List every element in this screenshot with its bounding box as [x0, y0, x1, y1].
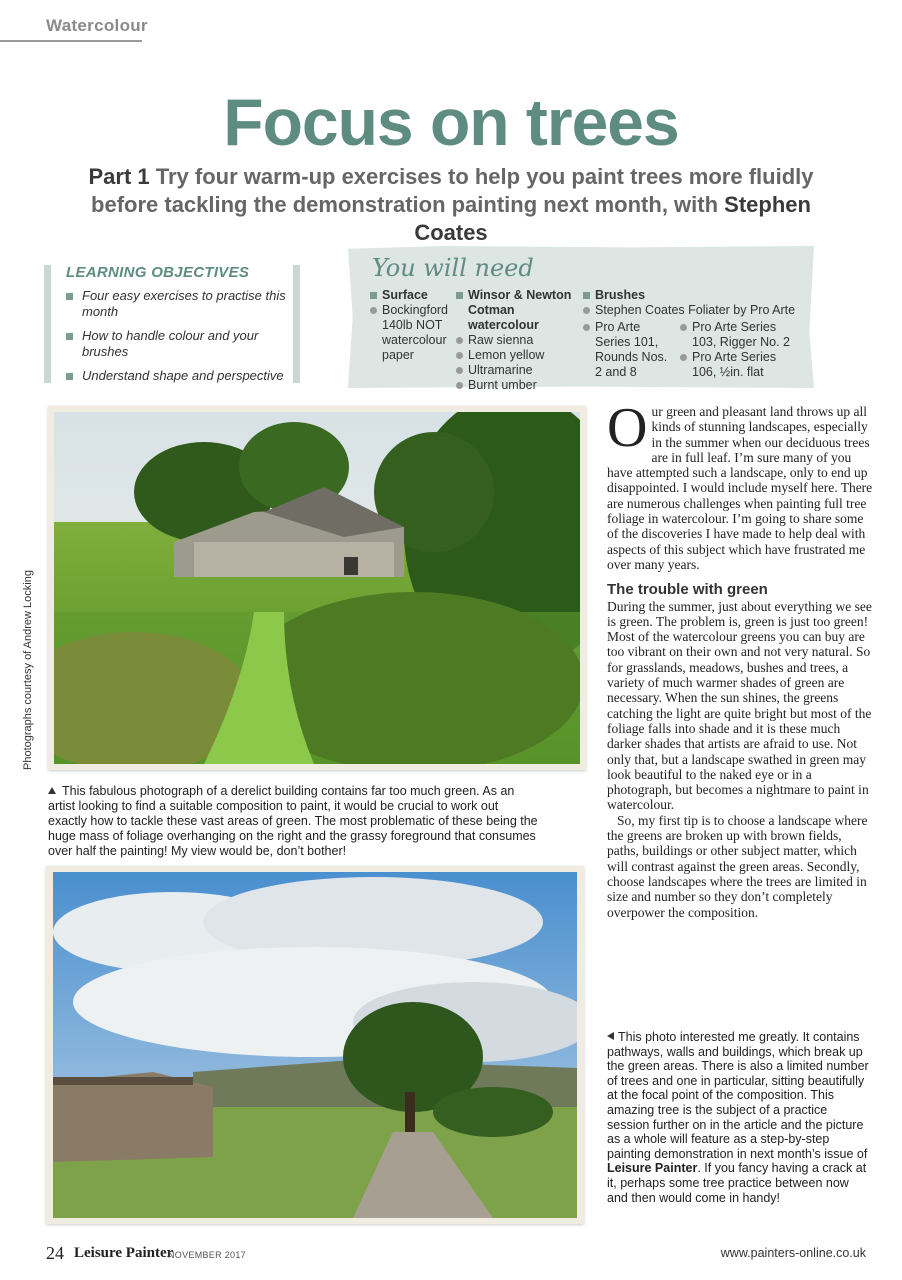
photo-derelict-building — [54, 412, 580, 764]
bullet-square-icon — [66, 293, 73, 300]
objective-item: Four easy exercises to practise this month — [66, 288, 288, 320]
need-paints-column — [456, 288, 576, 393]
article-intro: ur green and pleasant land throws up all kinds of stunning landscapes, especially in the summer when our deciduous trees are in full leaf. I’m sure many of you have attempted such a landscape, only to end up disappointed. I would include myself here. There are numerous challenges when painting full tree foliage in watercolour. I’m going to share some of the discoveries I have made to help deal with aspects of this subject which have frustrated me over many years. — [607, 404, 873, 572]
subtitle-text: Try four warm-up exercises to help you paint trees more fluidly before tackling the demonstration painting next month, with — [91, 164, 814, 217]
objectives-bar-left — [44, 265, 51, 383]
bullet-dot-icon — [370, 307, 377, 314]
need-item: Pro Arte Series 106, ½in. flat — [680, 350, 800, 380]
article-body — [607, 397, 875, 920]
bullet-square-icon — [456, 292, 463, 299]
objectives-title: LEARNING OBJECTIVES — [66, 264, 250, 281]
bullet-square-icon — [66, 373, 73, 380]
need-surface-column — [370, 288, 450, 363]
bullet-dot-icon — [583, 307, 590, 314]
photo2-caption: This photo interested me greatly. It contains pathways, walls and buildings, which break up the green areas. There is also a limited number of trees and one in particular, sitting beautifully at the focal point of the composition. This amazing tree is the subject of a practice session further on in the article and the picture as a whole will feature as a step-by-step painting demonstration in next month’s issue of Leisure Painter. If you fancy having a crack at it, perhaps some tree practice between now and then would come in handy! — [607, 1030, 869, 1205]
article-paragraph: During the summer, just about everything we see is green. The problem is, green is just too green! Most of the watercolour greens you can buy are too vibrant on their own and not very natural. So for grasslands, meadows, bushes and trees, a variety of much warmer shades of green are necessary. When the sun shines, the greens catching the light are quite bright but most of the foliage falls into shade and it is these much darker shades that artists are afraid to use. Not only that, but a landscape swathed in green may look beautiful to the naked eye or in a photograph, but becomes a nightmare to paint in watercolour. — [607, 598, 872, 813]
photo-credit: Photographs courtesy of Andrew Locking — [22, 570, 34, 770]
need-item: Pro Arte Series 101, Rounds Nos. 2 and 8 — [583, 320, 673, 380]
objectives-bar-right — [293, 265, 300, 383]
article-title: Focus on trees — [223, 85, 679, 159]
triangle-up-icon — [48, 787, 56, 794]
magazine-name-inline: Leisure Painter — [607, 1161, 698, 1176]
need-item: Ultramarine — [456, 363, 576, 378]
bullet-dot-icon — [680, 324, 687, 331]
photo-tree-path-frame — [46, 866, 584, 1224]
subheading-trouble-with-green: The trouble with green — [607, 581, 768, 599]
need-item: Lemon yellow — [456, 348, 576, 363]
need-brushes-sub-left — [583, 320, 673, 380]
author-name: Stephen Coates — [414, 192, 811, 245]
bullet-square-icon — [583, 292, 590, 299]
bullet-dot-icon — [456, 352, 463, 359]
bullet-dot-icon — [583, 324, 590, 331]
part-label: Part 1 — [88, 164, 150, 189]
magazine-logo: Leisure Painter — [74, 1245, 174, 1261]
website-link[interactable]: www.painters-online.co.uk — [720, 1246, 866, 1260]
bullet-dot-icon — [456, 382, 463, 389]
article-paragraph: So, my first tip is to choose a landscape where the greens are broken up with brown fields, paths, buildings or other subject matter, which will contrast against the green areas. Secondly, choose landscapes where the trees are limited in size and number so they don’t completely overpower the composition. — [607, 812, 868, 920]
need-item: Raw sienna — [456, 333, 576, 348]
section-divider — [0, 40, 142, 42]
objectives-list — [66, 288, 288, 392]
need-item: Stephen Coates Foliater by Pro Arte — [583, 303, 805, 318]
need-brushes-heading: Brushes — [583, 288, 805, 303]
objective-item: Understand shape and perspective — [66, 368, 288, 384]
photo-derelict-building-frame — [48, 406, 586, 770]
page-number: 24 — [46, 1243, 64, 1263]
need-paints-heading: Winsor & Newton Cotman watercolour — [456, 288, 576, 333]
photo-tree-path — [53, 872, 577, 1218]
bullet-dot-icon — [456, 337, 463, 344]
need-surface-heading: Surface — [370, 288, 450, 303]
section-tag: Watercolour — [46, 16, 148, 35]
need-item: Pro Arte Series 103, Rigger No. 2 — [680, 320, 800, 350]
bullet-square-icon — [370, 292, 377, 299]
issue-date: NOVEMBER 2017 — [168, 1250, 246, 1260]
triangle-left-icon — [607, 1032, 614, 1040]
need-item: Burnt umber — [456, 378, 576, 393]
need-brushes-column — [583, 288, 805, 318]
bullet-dot-icon — [456, 367, 463, 374]
need-brushes-sub-right — [680, 320, 800, 380]
objective-item: How to handle colour and your brushes — [66, 328, 288, 360]
article-subtitle — [80, 163, 822, 247]
need-item: Bockingford 140lb NOT watercolour paper — [370, 303, 450, 363]
bullet-square-icon — [66, 333, 73, 340]
you-will-need-title: You will need — [372, 254, 534, 282]
photo1-caption: This fabulous photograph of a derelict building contains far too much green. As an artist looking to find a suitable composition to paint, it would be crucial to work out exactly how to tackle these vast areas of green. The most problematic of these being the huge mass of foliage overhanging on the right and the grassy foreground that consumes over half the painting! My view would be, don’t bother! — [48, 784, 538, 858]
drop-cap: O — [607, 397, 648, 459]
bullet-dot-icon — [680, 354, 687, 361]
